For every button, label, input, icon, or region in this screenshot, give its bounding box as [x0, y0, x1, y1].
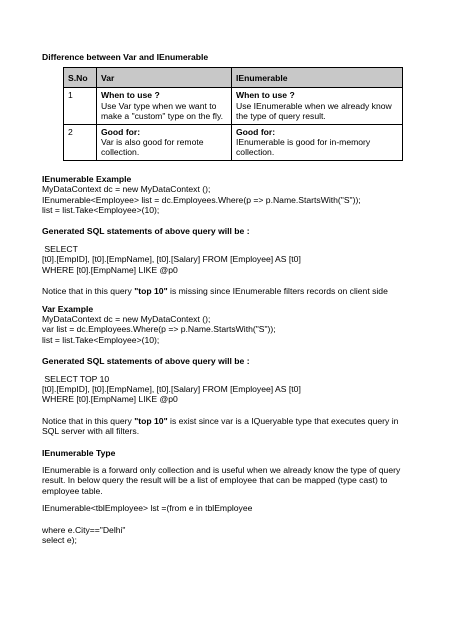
- section-heading: IEnumerable Type: [42, 447, 116, 458]
- header-ienumerable: IEnumerable: [232, 68, 403, 88]
- cell-heading: Good for:: [236, 126, 276, 137]
- table-header-row: [64, 68, 403, 88]
- note-paragraph-2: [42, 416, 412, 437]
- cell-text: IEnumerable is good for in-memory collection.: [236, 137, 371, 158]
- note-text: Notice that in this query: [42, 286, 135, 297]
- sql-line: SELECT: [42, 243, 78, 254]
- page-content: [42, 52, 412, 545]
- generated-sql-section-1: [42, 226, 412, 275]
- header-sno: S.No: [64, 68, 97, 88]
- header-var: Var: [97, 68, 232, 88]
- cell-ienumerable: [232, 88, 403, 124]
- note-emphasis: "top 10": [134, 415, 168, 426]
- code-line: where e.City=="Delhi": [42, 524, 126, 535]
- code-line: select e);: [42, 535, 77, 545]
- cell-text: Var is also good for remote collection.: [101, 137, 204, 158]
- code-line: MyDataContext dc = new MyDataContext ();: [42, 313, 211, 324]
- note-text: is exist since var is a IQueryable type that executes query in SQL server with all filters.: [42, 415, 399, 437]
- code-line: list = list.Take<Employee>(10);: [42, 334, 160, 345]
- description-paragraph: IEnumerable is a forward only collection and is useful when we already know the type of query result. In below query the result will be a list of employee that can be mapped (type cast) to employee table.: [42, 464, 401, 496]
- code-line: var list = dc.Employees.Where(p => p.Name.StartsWith("S"));: [42, 324, 276, 335]
- cell-var: [97, 124, 232, 160]
- cell-heading: Good for:: [101, 126, 141, 137]
- code-line: IEnumerable<tblEmployee> lst =(from e in tblEmployee: [42, 503, 253, 514]
- section-heading: Generated SQL statements of above query will be :: [42, 356, 250, 367]
- document-title: Difference between Var and IEnumerable: [42, 52, 209, 62]
- sql-line: WHERE [t0].[EmpName] LIKE @p0: [42, 264, 178, 275]
- cell-text: Use Var type when we want to make a "custom" type on the fly.: [101, 100, 224, 122]
- code-line: MyDataContext dc = new MyDataContext ();: [42, 184, 211, 195]
- note-text: Notice that in this query: [42, 415, 135, 426]
- cell-sno: 2: [64, 124, 97, 160]
- sql-line: SELECT TOP 10: [42, 373, 110, 384]
- sql-line: [t0].[EmpID], [t0].[EmpName], [t0].[Salary] FROM [Employee] AS [t0]: [42, 383, 301, 394]
- sql-line: [t0].[EmpID], [t0].[EmpName], [t0].[Salary] FROM [Employee] AS [t0]: [42, 254, 301, 265]
- section-heading: IEnumerable Example: [42, 173, 132, 184]
- cell-var: [97, 88, 232, 124]
- cell-sno: 1: [64, 88, 97, 124]
- cell-text: Use IEnumerable when we already know the type of query result.: [236, 100, 392, 122]
- generated-sql-section-2: [42, 356, 412, 405]
- note-emphasis: "top 10": [134, 286, 168, 297]
- cell-heading: When to use ?: [236, 90, 295, 101]
- code-line: list = list.Take<Employee>(10);: [42, 205, 160, 216]
- cell-heading: When to use ?: [101, 90, 160, 101]
- note-text: is missing since IEnumerable filters records on client side: [167, 286, 388, 297]
- comparison-table: [63, 67, 403, 160]
- section-heading: Var Example: [42, 303, 94, 314]
- var-example-section: [42, 304, 412, 346]
- code-line: IEnumerable<Employee> list = dc.Employees.Where(p => p.Name.StartsWith("S"));: [42, 194, 361, 205]
- table-row: [64, 124, 403, 160]
- note-paragraph-1: [42, 286, 412, 296]
- sql-line: WHERE [t0].[EmpName] LIKE @p0: [42, 394, 178, 405]
- section-heading: Generated SQL statements of above query will be :: [42, 226, 250, 237]
- cell-ienumerable: [232, 124, 403, 160]
- ienumerable-type-section: [42, 448, 412, 546]
- ienumerable-example-section: [42, 174, 412, 216]
- table-row: [64, 88, 403, 124]
